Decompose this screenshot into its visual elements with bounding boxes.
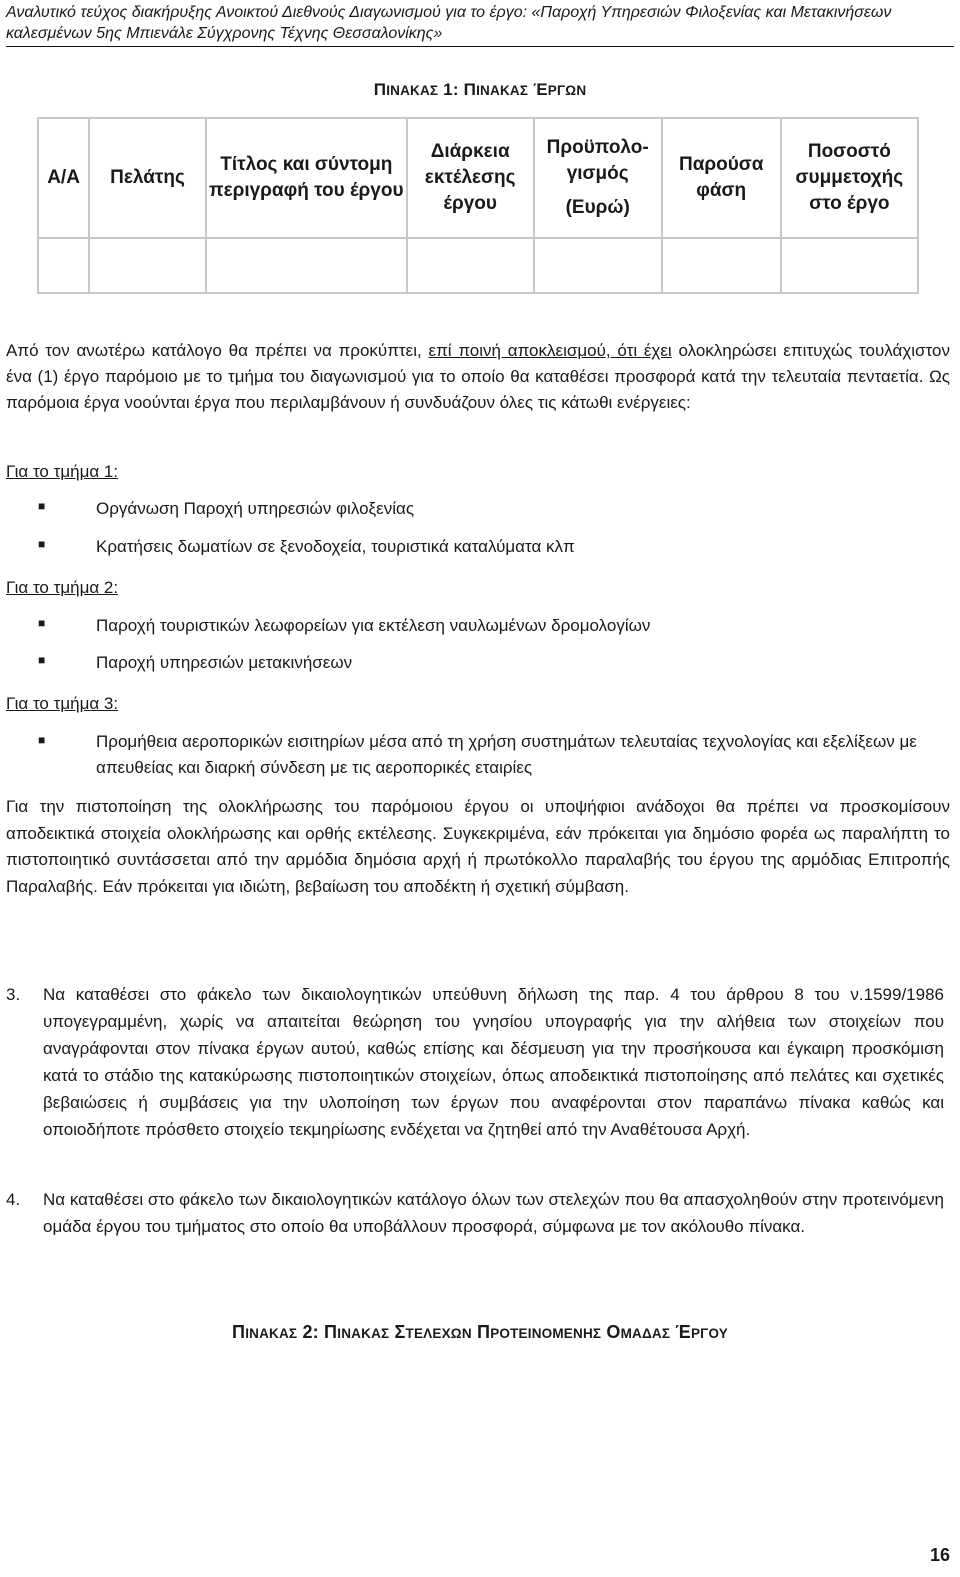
col-header-budget: Προϋπολο-γισμός (Ευρώ) <box>534 118 662 238</box>
table-cell[interactable] <box>38 238 89 293</box>
table-cell[interactable] <box>206 238 407 293</box>
list-item: Οργάνωση Παροχή υπηρεσιών φιλοξενίας <box>96 499 415 518</box>
header-rule <box>6 46 954 47</box>
section-label-3: Για το τμήμα 3: <box>6 694 119 713</box>
document-header <box>6 2 954 44</box>
col-header-phase: Παρούσα φάση <box>662 118 781 238</box>
table-cell[interactable] <box>662 238 781 293</box>
table2-title: ΠΙΝΑΚΑΣ 2: ΠΙΝΑΚΑΣ ΣΤΕΛΕΧΩΝ ΠΡΟΤΕΙΝΟΜΕΝΗΣ ΟΜΑΔΑΣ ΈΡΓΟΥ <box>231 1322 728 1342</box>
square-bullet-icon: ■ <box>38 499 46 513</box>
square-bullet-icon: ■ <box>38 616 46 630</box>
col-header-client: Πελάτης <box>89 118 206 238</box>
page-number: 16 <box>929 1545 950 1565</box>
table-header-row <box>38 118 918 238</box>
underlined-clause: επί ποινή αποκλεισμού, ότι έχει <box>428 341 672 360</box>
list-item: Παροχή υπηρεσιών μετακινήσεων <box>96 653 353 672</box>
numbered-item-4: 4. Να καταθέσει στο φάκελο των δικαιολογητικών κατάλογο όλων των στελεχών που θα απασχοληθούν στην προτεινόμενη ομάδα έργου του τμήματος στο οποίο θα υποβάλλουν προσφορά, σύμφωνα με τον ακόλουθο πίνακα. <box>6 1190 944 1236</box>
section-label-2: Για το τμήμα 2: <box>6 578 119 597</box>
paragraph-certification: Για την πιστοποίηση της ολοκλήρωσης του παρόμοιου έργου οι υποψήφιοι ανάδοχοι θα πρέπει να προσκομίσουν αποδεικτικά στοιχεία ολοκλήρωσης και ορθής εκτέλεσης. Συγκεκριμένα, εάν πρόκειται για δημόσιο φορέα ως παραλήπτη το πιστοποιητικό συντάσσεται από την αρμόδια δημόσια αρχή ή πρωτόκολλο παραλαβής του έργου της αρμόδιας Επιτροπής Παραλαβής. Εάν πρόκειται για ιδιώτη, βεβαίωση του αποδέκτη ή σχετική σύμβαση. <box>6 797 950 896</box>
header-line-2: καλεσμένων 5ης Μπιενάλε Σύγχρονης Τέχνης Θεσσαλονίκης» <box>6 25 443 42</box>
table-cell[interactable] <box>781 238 918 293</box>
square-bullet-icon: ■ <box>38 653 46 667</box>
list-item: Προμήθεια αεροπορικών εισιτηρίων μέσα από τη χρήση συστημάτων τελευταίας τεχνολογίας και εξελίξεων με απευθείας και διαρκή σύνδεση με τις αεροπορικές εταιρίες <box>96 732 917 777</box>
table-row <box>38 238 918 293</box>
table-cell[interactable] <box>407 238 534 293</box>
header-line-1: Αναλυτικό τεύχος διακήρυξης Ανοικτού Διεθνούς Διαγωνισμού για το έργο: «Παροχή Υπηρεσιών Φιλοξενίας και Μετακινήσεων <box>6 4 892 21</box>
table-cell[interactable] <box>534 238 662 293</box>
paragraph-requirements: Από τον ανωτέρω κατάλογο θα πρέπει να προκύπτει, επί ποινή αποκλεισμού, ότι έχει ολοκληρώσει επιτυχώς τουλάχιστον ένα (1) έργο παρόμοιο με το τμήμα του διαγωνισμού για το οποίο θα καταθέσει προσφορά κατά την τελευταία πενταετία. Ως παρόμοια έργα νοούνται έργα που περιλαμβάνουν ή συνδυάζουν όλες τις κάτωθι ενέργειες: <box>6 341 950 412</box>
numbered-item-3: 3. Να καταθέσει στο φάκελο των δικαιολογητικών υπεύθυνη δήλωση της παρ. 4 του άρθρου 8 του ν.1599/1986 υπογεγραμμένη, χωρίς να απαιτείται θεώρηση του γνησίου υπογραφής για την αλήθεια των στοιχείων που αναγράφονται στον πίνακα έργων αυτού, καθώς επίσης και δέσμευση για την προσήκουσα και έγκαιρη προσκόμιση κατά το στάδιο της κατακύρωσης πιστοποιητικών στοιχείων, όπως αποδεικτικά πιστοποίησης από πελάτες και σχετικές βεβαιώσεις ή συμβάσεις για την υλοποίηση των έργων που αναφέρονται στον παραπάνω πίνακα καθώς και οποιοδήποτε πρόσθετο στοιχείο τεκμηρίωσης ενδέχεται να ζητηθεί από την Αναθέτουσα Αρχή. <box>6 985 944 1139</box>
col-header-aa: Α/Α <box>38 118 89 238</box>
col-header-duration: Διάρκεια εκτέλεσης έργου <box>407 118 534 238</box>
section-label-1: Για το τμήμα 1: <box>6 462 119 481</box>
col-header-title: Τίτλος και σύντομη περιγραφή του έργου <box>206 118 407 238</box>
list-item: Παροχή τουριστικών λεωφορείων για εκτέλεση ναυλωμένων δρομολογίων <box>96 616 651 635</box>
list-item: Κρατήσεις δωματίων σε ξενοδοχεία, τουριστικά καταλύματα κλπ <box>96 537 575 556</box>
table-cell[interactable] <box>89 238 206 293</box>
square-bullet-icon: ■ <box>38 537 46 551</box>
table1-title: ΠΙΝΑΚΑΣ 1: ΠΙΝΑΚΑΣ ΈΡΓΩΝ <box>373 80 587 99</box>
square-bullet-icon: ■ <box>38 733 46 747</box>
col-header-share: Ποσοστό συμμετοχής στο έργο <box>781 118 918 238</box>
works-table <box>37 117 919 294</box>
